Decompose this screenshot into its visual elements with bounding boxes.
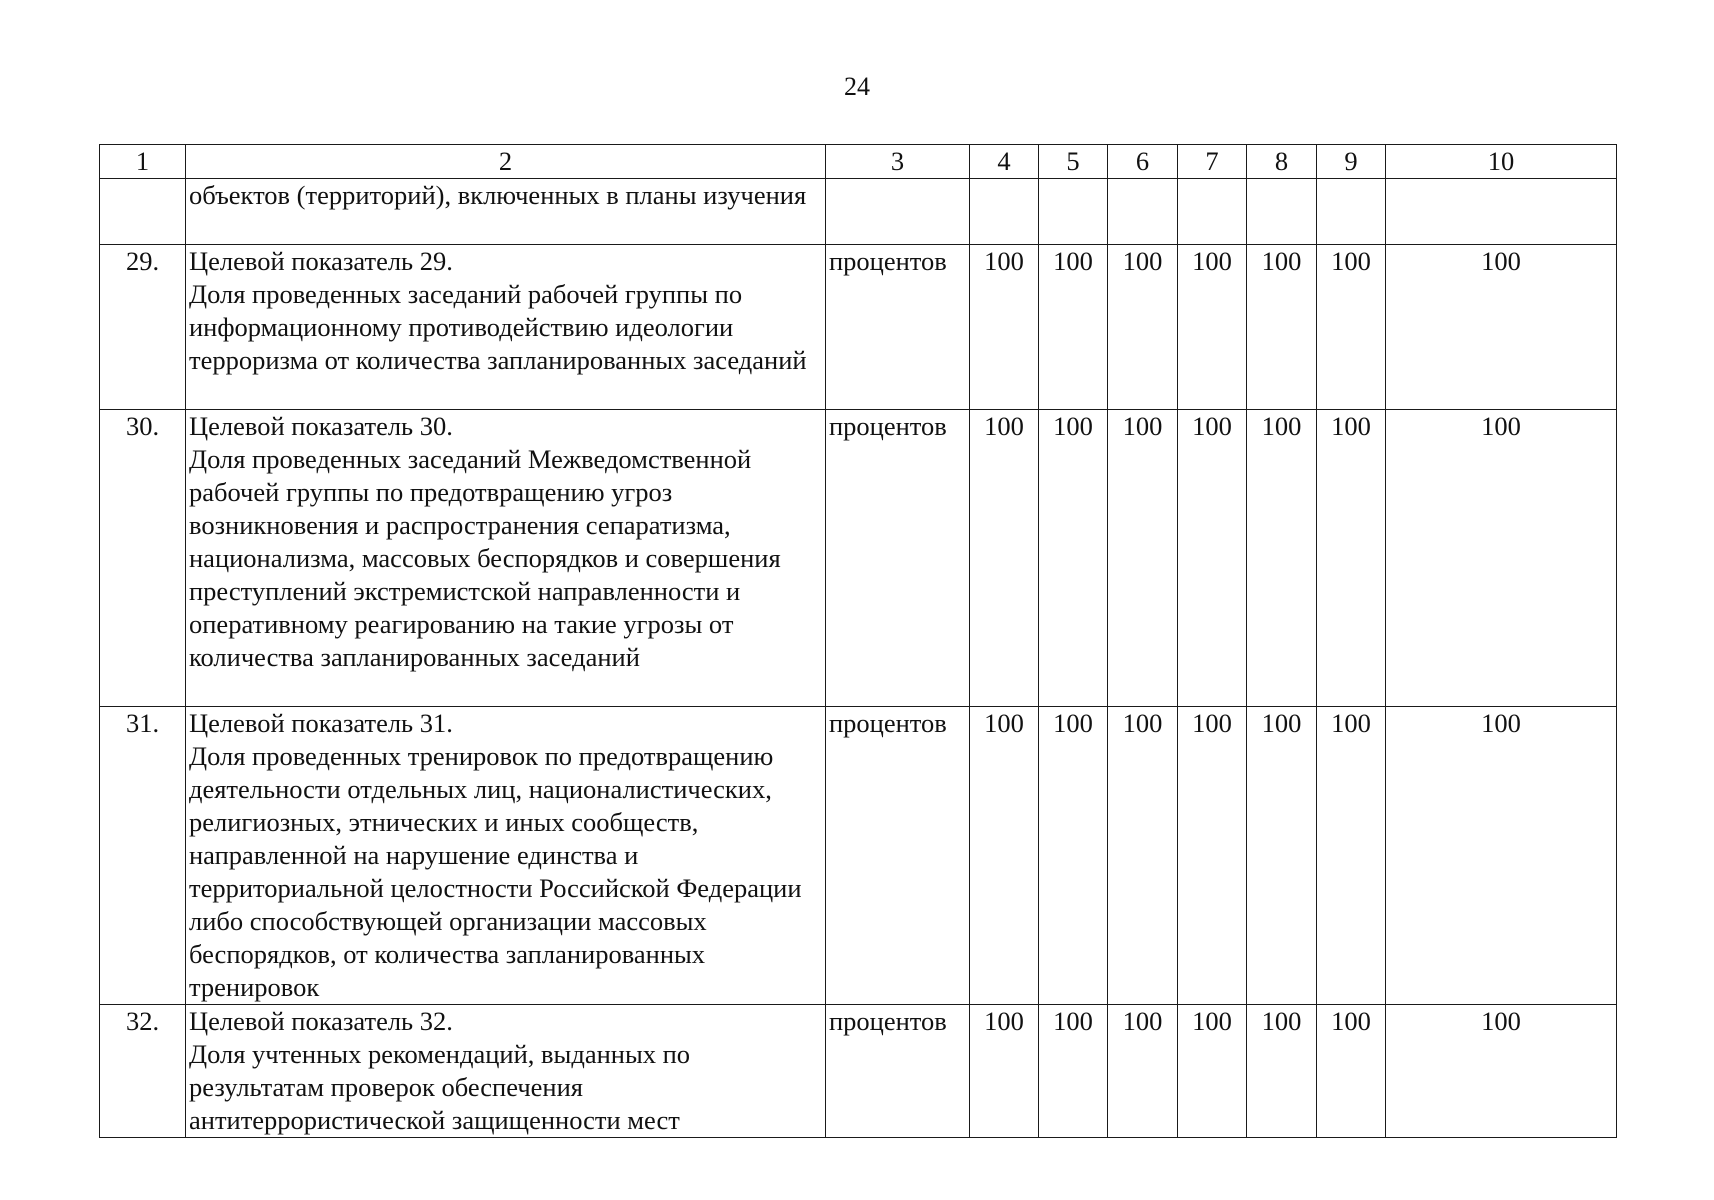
indicator-title: Целевой показатель 31. <box>189 708 453 738</box>
value-cell: 100 <box>1386 707 1617 1005</box>
unit-cell <box>826 179 970 245</box>
column-header: 1 <box>100 145 186 179</box>
table-row-29 <box>100 245 1617 410</box>
column-header: 7 <box>1178 145 1247 179</box>
value-cell: 100 <box>1108 245 1178 410</box>
page-number: 24 <box>844 72 870 101</box>
table-row-30 <box>100 410 1617 707</box>
value-cell <box>1108 179 1178 245</box>
row-description <box>186 1005 826 1138</box>
table-row-32 <box>100 1005 1617 1138</box>
unit-cell: процентов <box>826 245 970 410</box>
unit-cell: процентов <box>826 410 970 707</box>
value-cell <box>1386 179 1617 245</box>
value-cell: 100 <box>1317 1005 1386 1138</box>
value-cell: 100 <box>1247 707 1317 1005</box>
value-cell: 100 <box>970 245 1039 410</box>
column-header: 3 <box>826 145 970 179</box>
value-cell: 100 <box>1108 707 1178 1005</box>
table-row-continuation <box>100 179 1617 245</box>
unit-cell: процентов <box>826 1005 970 1138</box>
indicators-table <box>99 144 1617 1138</box>
value-cell: 100 <box>1039 1005 1108 1138</box>
column-header: 6 <box>1108 145 1178 179</box>
column-header: 2 <box>186 145 826 179</box>
value-cell: 100 <box>1178 410 1247 707</box>
indicator-title: Целевой показатель 29. <box>189 246 453 276</box>
value-cell: 100 <box>1108 410 1178 707</box>
value-cell: 100 <box>1178 707 1247 1005</box>
value-cell: 100 <box>1386 1005 1617 1138</box>
row-description <box>186 245 826 410</box>
indicator-title: Целевой показатель 32. <box>189 1006 453 1036</box>
value-cell: 100 <box>1247 245 1317 410</box>
value-cell: 100 <box>1039 410 1108 707</box>
value-cell: 100 <box>1247 1005 1317 1138</box>
indicator-text: Доля проведенных заседаний Межведомственной рабочей группы по предотвращению угроз возникновения и распространения сепаратизма, национализма, массовых беспорядков и совершения преступлений экстремистской направленности и оперативному реагированию на такие угрозы от количества запланированных заседаний <box>189 444 781 672</box>
column-header: 9 <box>1317 145 1386 179</box>
indicator-title: Целевой показатель 30. <box>189 411 453 441</box>
value-cell: 100 <box>970 707 1039 1005</box>
row-number-cell <box>100 179 186 245</box>
value-cell <box>970 179 1039 245</box>
table-header-row <box>100 145 1617 179</box>
column-header: 5 <box>1039 145 1108 179</box>
value-cell: 100 <box>1108 1005 1178 1138</box>
column-header: 4 <box>970 145 1039 179</box>
value-cell: 100 <box>970 410 1039 707</box>
unit-cell: процентов <box>826 707 970 1005</box>
value-cell: 100 <box>1386 410 1617 707</box>
row-number: 29. <box>100 245 186 410</box>
indicator-text: Доля проведенных заседаний рабочей группы по информационному противодействию идеологии терроризма от количества запланированных заседаний <box>189 279 807 375</box>
value-cell <box>1178 179 1247 245</box>
indicator-text: Доля учтенных рекомендаций, выданных по результатам проверок обеспечения антитеррористической защищенности мест <box>189 1039 691 1135</box>
value-cell: 100 <box>1386 245 1617 410</box>
value-cell: 100 <box>1178 1005 1247 1138</box>
table-row-31 <box>100 707 1617 1005</box>
column-header: 10 <box>1386 145 1617 179</box>
row-number: 32. <box>100 1005 186 1138</box>
row-number: 31. <box>100 707 186 1005</box>
row-description <box>186 707 826 1005</box>
value-cell: 100 <box>1039 707 1108 1005</box>
value-cell <box>1247 179 1317 245</box>
value-cell: 100 <box>1039 245 1108 410</box>
column-header: 8 <box>1247 145 1317 179</box>
value-cell <box>1039 179 1108 245</box>
value-cell: 100 <box>1317 245 1386 410</box>
row-number: 30. <box>100 410 186 707</box>
value-cell: 100 <box>1317 410 1386 707</box>
value-cell: 100 <box>1178 245 1247 410</box>
value-cell <box>1317 179 1386 245</box>
row-description: объектов (территорий), включенных в планы изучения <box>186 179 826 245</box>
value-cell: 100 <box>1317 707 1386 1005</box>
indicator-text: Доля проведенных тренировок по предотвращению деятельности отдельных лиц, националистических, религиозных, этнических и иных сообществ, направленной на нарушение единства и территориальной целостности Российской Федерации либо способствующей организации массовых беспорядков, от количества запланированных тренировок <box>189 741 802 1002</box>
value-cell: 100 <box>970 1005 1039 1138</box>
value-cell: 100 <box>1247 410 1317 707</box>
row-description <box>186 410 826 707</box>
